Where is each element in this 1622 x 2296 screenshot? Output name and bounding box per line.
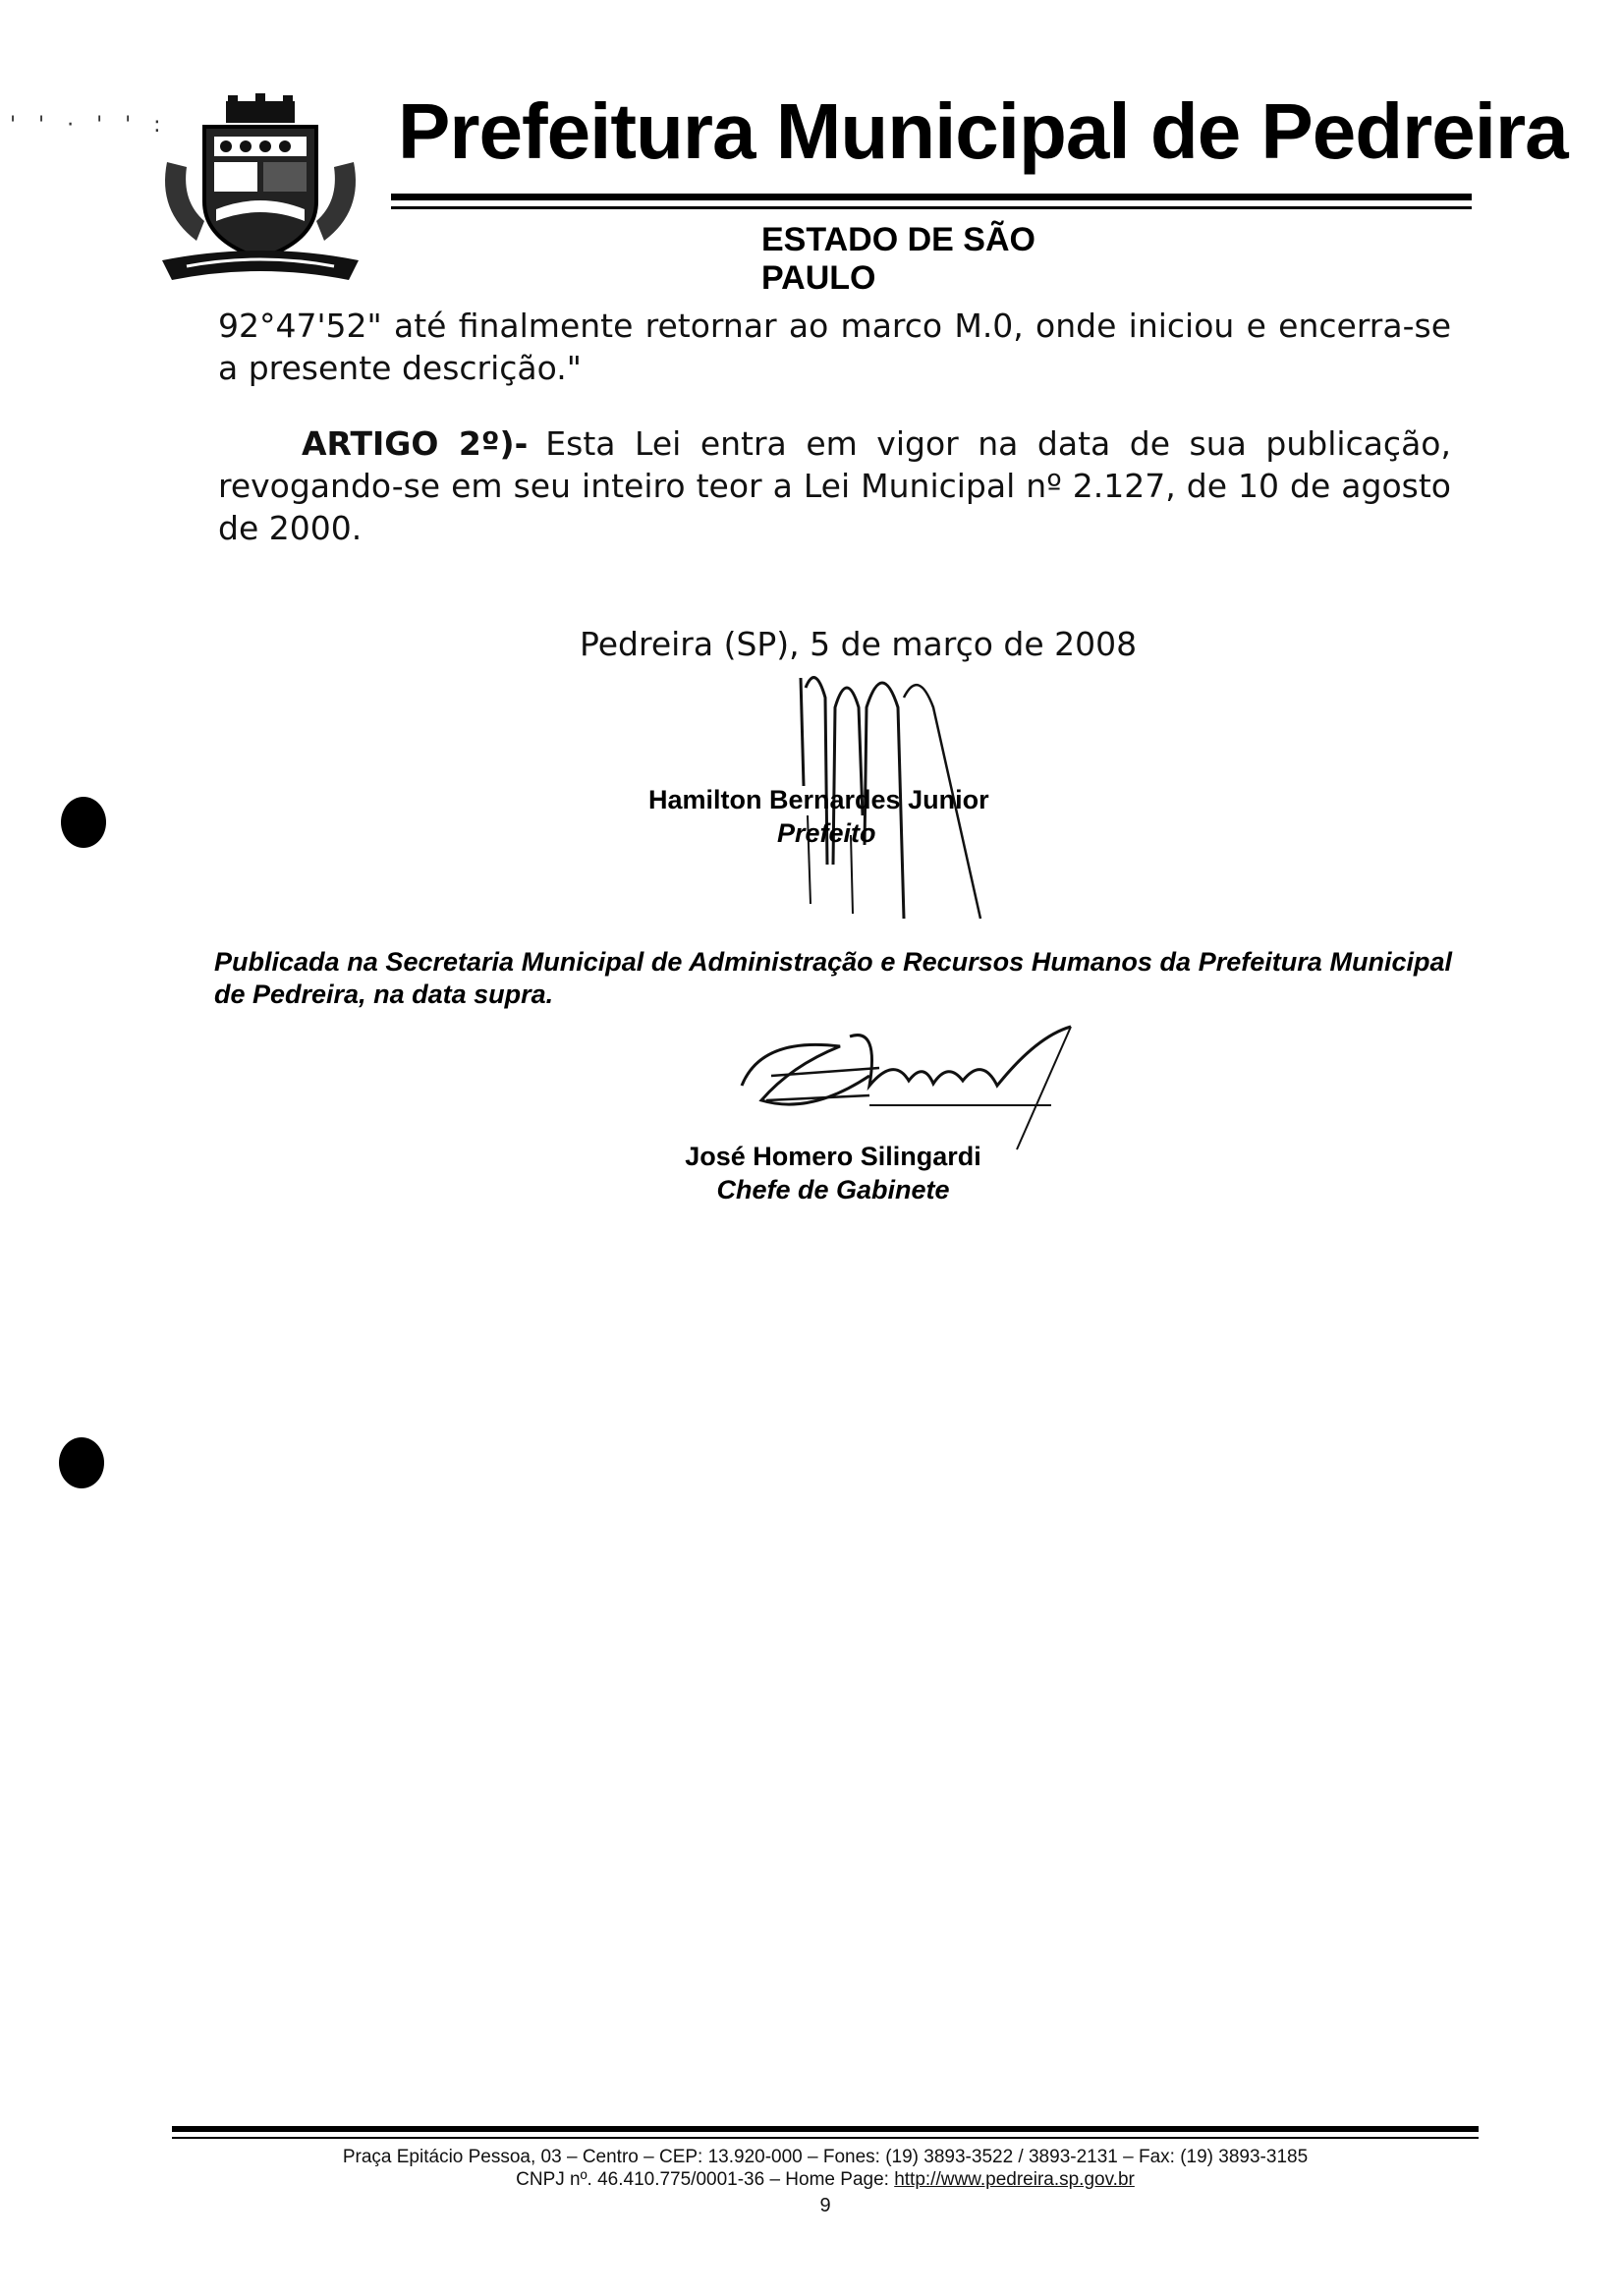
scan-specks: ' ' · ' ' : bbox=[10, 113, 169, 138]
footer-cnpj: CNPJ nº. 46.410.775/0001-36 – Home Page: bbox=[516, 2169, 895, 2190]
chief-name: José Homero Silingardi bbox=[685, 1142, 981, 1171]
footer-rule-thick bbox=[172, 2126, 1479, 2132]
footer-address: Praça Epitácio Pessoa, 03 – Centro – CEP: 13.920-000 – Fones: (19) 3893-3522 / 3893-2131 – Fax: (19) 3893-3185 bbox=[342, 2147, 1309, 2167]
chief-role: Chefe de Gabinete bbox=[716, 1175, 950, 1204]
closing-paragraph: 92°47'52" até finalmente retornar ao marco M.0, onde iniciou e encerra-se a presente descrição." bbox=[218, 307, 1451, 387]
header-rule-thin bbox=[391, 206, 1472, 209]
article-label: ARTIGO 2º)- bbox=[302, 424, 529, 463]
footer-contact bbox=[172, 2169, 1479, 2191]
header-rule-thick bbox=[391, 194, 1472, 200]
article-text: Esta Lei entra em vigor na data de sua publicação, revogando-se em seu inteiro teor a Lei Municipal nº 2.127, de 10 de agosto de 2000. bbox=[218, 424, 1451, 547]
article-paragraph bbox=[218, 422, 1451, 549]
chief-signature bbox=[722, 1007, 1095, 1154]
municipality-title: Prefeitura Municipal de Pedreira bbox=[398, 87, 1568, 175]
page-number: 9 bbox=[819, 2195, 831, 2216]
homepage-link[interactable]: http://www.pedreira.sp.gov.br bbox=[894, 2169, 1135, 2190]
mayor-role: Prefeito bbox=[777, 818, 876, 848]
footer-rule-thin bbox=[172, 2137, 1479, 2139]
publication-note: Publicada na Secretaria Municipal de Administração e Recursos Humanos da Prefeitura Municipal de Pedreira, na data supra. bbox=[214, 947, 1452, 1009]
document-date: Pedreira (SP), 5 de março de 2008 bbox=[580, 625, 1138, 663]
state-subtitle: ESTADO DE SÃO PAULO bbox=[761, 221, 1035, 297]
mayor-name: Hamilton Bernardes Junior bbox=[648, 785, 989, 814]
punch-hole bbox=[59, 1437, 104, 1488]
punch-hole bbox=[61, 797, 106, 848]
coat-of-arms-icon bbox=[157, 93, 364, 285]
